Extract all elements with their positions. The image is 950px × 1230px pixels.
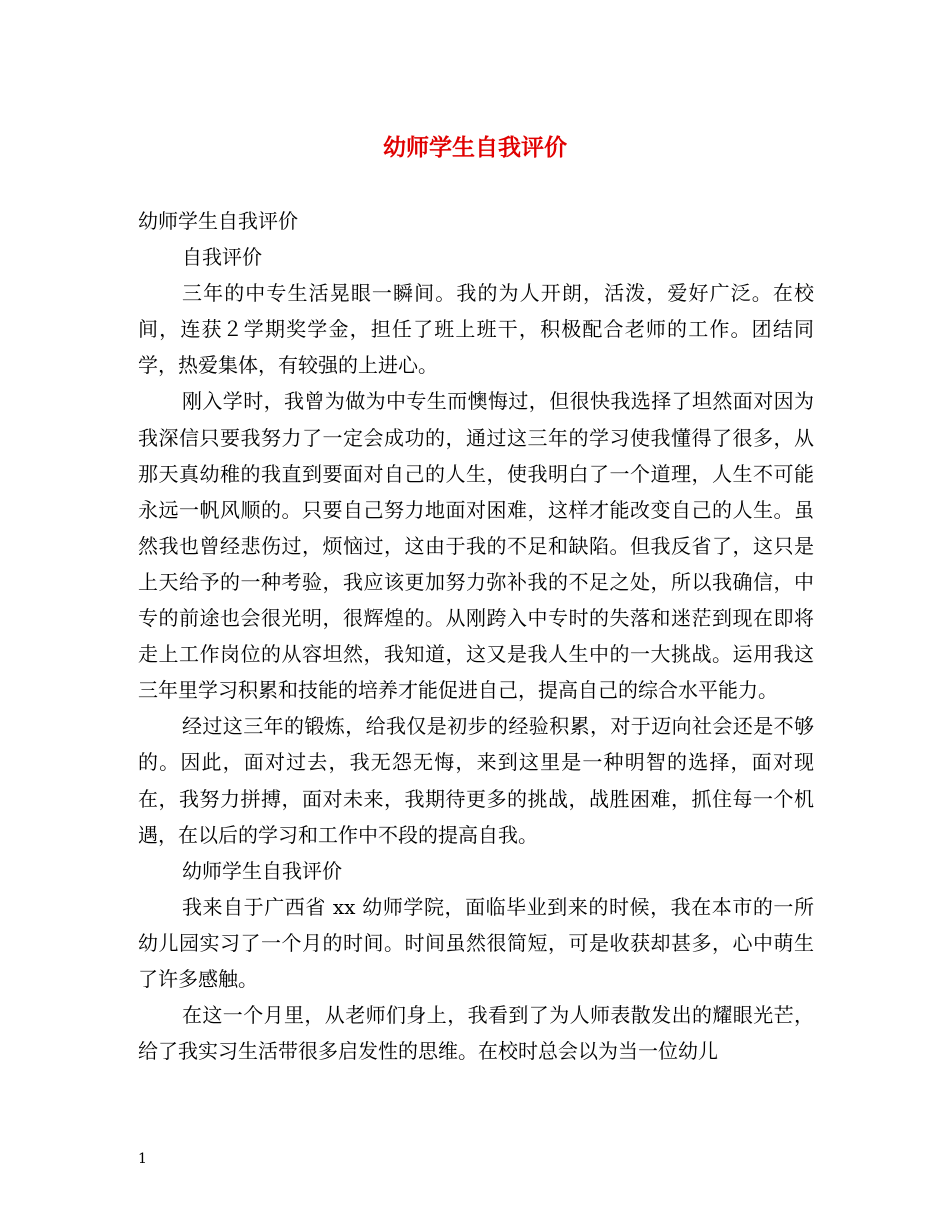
- paragraph: 我来自于广西省 xx 幼师学院，面临毕业到来的时候，我在本市的一所幼儿园实习了一个月的时间。时间虽然很简短，可是收获却甚多，心中萌生了许多感触。: [138, 894, 814, 991]
- paragraph: 刚入学时，我曾为做为中专生而懊悔过，但很快我选择了坦然面对因为我深信只要我努力了一定会成功的，通过这三年的学习使我懂得了很多，从那天真幼稚的我直到要面对自己的人生，使我明白了一个道理，人生不可能永远一帆风顺的。只要自己努力地面对困难，这样才能改变自己的人生。虽然我也曾经悲伤过，烦恼过，这由于我的不足和缺陷。但我反省了，这只是上天给予的一种考验，我应该更加努力弥补我的不足之处，所以我确信，中专的前途也会很光明，很辉煌的。从刚跨入中专时的失落和迷茫到现在即将走上工作岗位的从容坦然，我知道，这又是我人生中的一大挑战。运用我这三年里学习积累和技能的培养才能促进自己，提高自己的综合水平能力。: [138, 389, 814, 703]
- document-body: [138, 203, 814, 1069]
- paragraph: 在这一个月里，从老师们身上，我看到了为人师表散发出的耀眼光芒，给了我实习生活带很多启发性的思维。在校时总会以为当一位幼儿: [138, 1003, 814, 1064]
- section-heading: 自我评价: [182, 245, 262, 270]
- paragraph: 三年的中专生活晃眼一瞬间。我的为人开朗，活泼，爱好广泛。在校间，连获２学期奖学金，担任了班上班干，积极配合老师的工作。团结同学，热爱集体，有较强的上进心。: [138, 281, 814, 378]
- section-heading: 幼师学生自我评价: [182, 858, 342, 883]
- paragraph: 经过这三年的锻炼，给我仅是初步的经验积累，对于迈向社会还是不够的。因此，面对过去，我无怨无悔，来到这里是一种明智的选择，面对现在，我努力拼搏，面对未来，我期待更多的挑战，战胜困难，抓住每一个机遇，在以后的学习和工作中不段的提高自我。: [138, 714, 814, 847]
- page-number: 1: [138, 1151, 147, 1167]
- document-title: 幼师学生自我评价: [383, 134, 567, 161]
- paragraph-heading: 幼师学生自我评价: [138, 209, 298, 233]
